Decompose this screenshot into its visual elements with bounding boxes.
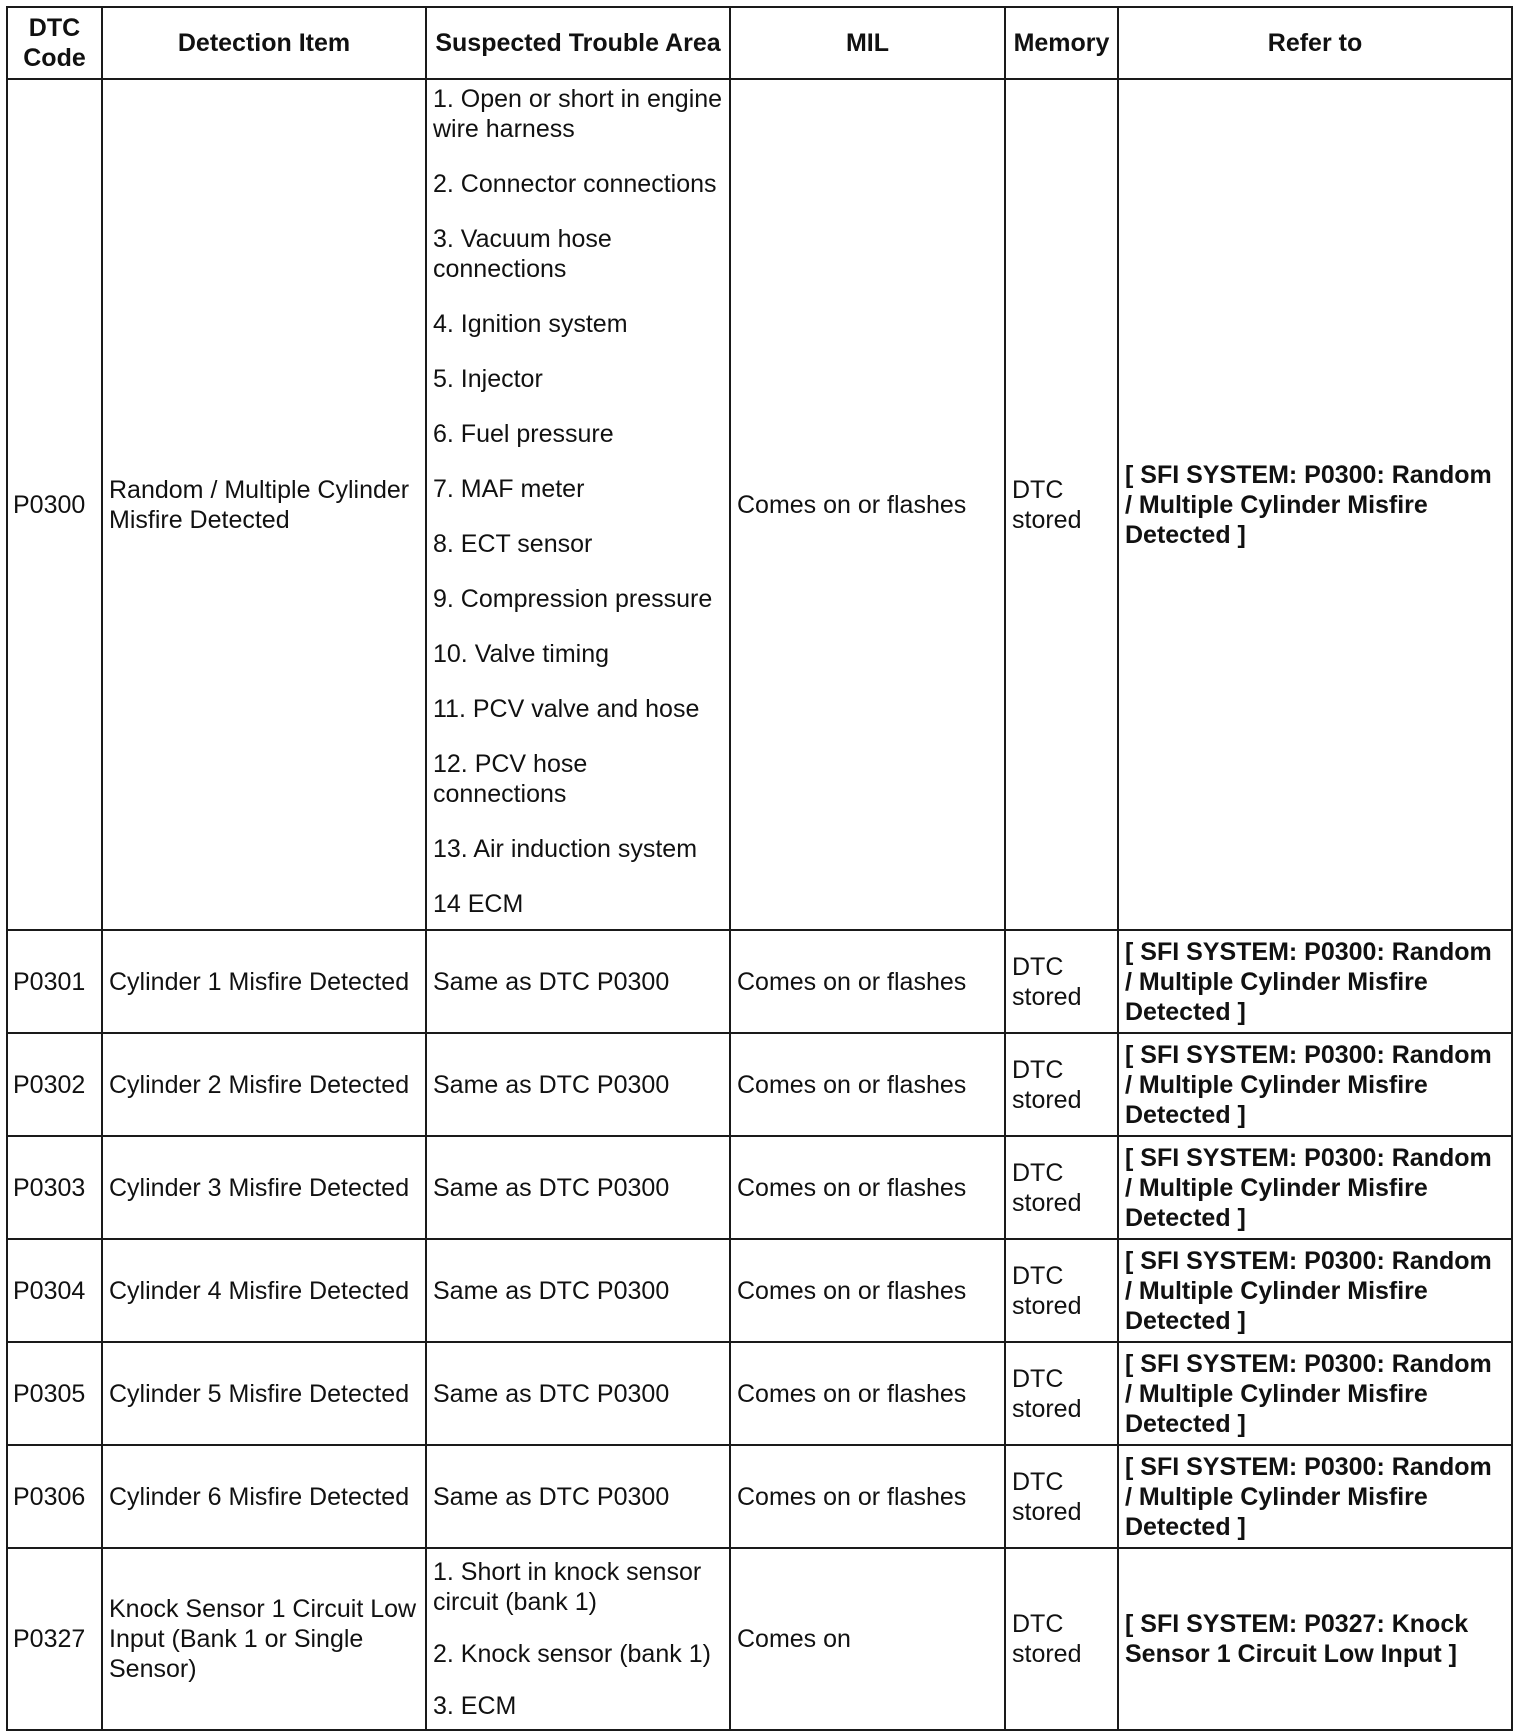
memory-cell: DTC stored xyxy=(1005,930,1118,1033)
detection-item-cell: Cylinder 4 Misfire Detected xyxy=(102,1239,426,1342)
memory-cell: DTC stored xyxy=(1005,1548,1118,1730)
dtc-code-cell: P0305 xyxy=(7,1342,102,1445)
header-mil: MIL xyxy=(730,7,1005,79)
table-row xyxy=(7,1136,1512,1239)
suspected-area-list xyxy=(433,84,723,919)
table-row xyxy=(7,1033,1512,1136)
table-row xyxy=(7,930,1512,1033)
memory-cell: DTC stored xyxy=(1005,1136,1118,1239)
table-row xyxy=(7,1239,1512,1342)
refer-to-link[interactable]: [ SFI SYSTEM: P0327: Knock Sensor 1 Circuit Low Input ] xyxy=(1118,1548,1512,1730)
mil-cell: Comes on or flashes xyxy=(730,79,1005,930)
memory-cell: DTC stored xyxy=(1005,1445,1118,1548)
suspected-area-cell: Same as DTC P0300 xyxy=(426,1136,730,1239)
area-list-item: 13. Air induction system xyxy=(433,835,698,863)
area-list-item: 6. Fuel pressure xyxy=(433,420,614,448)
dtc-code-cell: P0303 xyxy=(7,1136,102,1239)
suspected-area-cell: Same as DTC P0300 xyxy=(426,1342,730,1445)
detection-item-cell: Cylinder 1 Misfire Detected xyxy=(102,930,426,1033)
header-row xyxy=(7,7,1512,79)
header-detection-item: Detection Item xyxy=(102,7,426,79)
suspected-area-cell xyxy=(426,79,730,930)
mil-cell: Comes on or flashes xyxy=(730,1239,1005,1342)
suspected-area-cell: Same as DTC P0300 xyxy=(426,1239,730,1342)
mil-cell: Comes on or flashes xyxy=(730,1342,1005,1445)
dtc-code-cell: P0302 xyxy=(7,1033,102,1136)
dtc-code-cell: P0304 xyxy=(7,1239,102,1342)
area-list-item: 11. PCV valve and hose xyxy=(433,695,700,723)
refer-to-link[interactable]: [ SFI SYSTEM: P0300: Random / Multiple Cylinder Misfire Detected ] xyxy=(1118,930,1512,1033)
suspected-area-cell: Same as DTC P0300 xyxy=(426,1033,730,1136)
area-list-item: 3. ECM xyxy=(433,1692,517,1720)
detection-item-cell: Cylinder 3 Misfire Detected xyxy=(102,1136,426,1239)
mil-cell: Comes on or flashes xyxy=(730,1033,1005,1136)
refer-to-link[interactable]: [ SFI SYSTEM: P0300: Random / Multiple Cylinder Misfire Detected ] xyxy=(1118,1136,1512,1239)
dtc-code-cell: P0300 xyxy=(7,79,102,930)
table-header xyxy=(7,7,1512,79)
area-list-item: 10. Valve timing xyxy=(433,640,610,668)
suspected-area-cell: Same as DTC P0300 xyxy=(426,930,730,1033)
mil-cell: Comes on or flashes xyxy=(730,1136,1005,1239)
area-list-item: 8. ECT sensor xyxy=(433,530,593,558)
mil-cell: Comes on xyxy=(730,1548,1005,1730)
area-list-item: 1. Open or short in engine wire harness xyxy=(433,85,723,143)
table-row xyxy=(7,1445,1512,1548)
memory-cell: DTC stored xyxy=(1005,1033,1118,1136)
refer-to-link[interactable]: [ SFI SYSTEM: P0300: Random / Multiple Cylinder Misfire Detected ] xyxy=(1118,79,1512,930)
area-list-item: 2. Connector connections xyxy=(433,170,717,198)
header-refer-to: Refer to xyxy=(1118,7,1512,79)
memory-cell: DTC stored xyxy=(1005,1342,1118,1445)
area-list-item: 14 ECM xyxy=(433,890,524,918)
suspected-area-list xyxy=(433,1557,723,1721)
area-list-item: 7. MAF meter xyxy=(433,475,585,503)
detection-item-cell: Cylinder 6 Misfire Detected xyxy=(102,1445,426,1548)
detection-item-cell: Random / Multiple Cylinder Misfire Detected xyxy=(102,79,426,930)
suspected-area-cell: Same as DTC P0300 xyxy=(426,1445,730,1548)
dtc-code-cell: P0327 xyxy=(7,1548,102,1730)
table-row xyxy=(7,1342,1512,1445)
dtc-code-cell: P0306 xyxy=(7,1445,102,1548)
table-row xyxy=(7,1548,1512,1730)
detection-item-cell: Cylinder 5 Misfire Detected xyxy=(102,1342,426,1445)
mil-cell: Comes on or flashes xyxy=(730,1445,1005,1548)
refer-to-link[interactable]: [ SFI SYSTEM: P0300: Random / Multiple Cylinder Misfire Detected ] xyxy=(1118,1445,1512,1548)
header-dtc-code: DTC Code xyxy=(7,7,102,79)
refer-to-link[interactable]: [ SFI SYSTEM: P0300: Random / Multiple Cylinder Misfire Detected ] xyxy=(1118,1033,1512,1136)
area-list-item: 4. Ignition system xyxy=(433,310,628,338)
dtc-table xyxy=(6,6,1513,1731)
table-body xyxy=(7,79,1512,1730)
table-row xyxy=(7,79,1512,930)
area-list-item: 1. Short in knock sensor circuit (bank 1) xyxy=(433,1558,702,1616)
mil-cell: Comes on or flashes xyxy=(730,930,1005,1033)
area-list-item: 2. Knock sensor (bank 1) xyxy=(433,1640,711,1668)
area-list-item: 3. Vacuum hose connections xyxy=(433,225,612,283)
area-list-item: 9. Compression pressure xyxy=(433,585,713,613)
area-list-item: 12. PCV hose connections xyxy=(433,750,588,808)
dtc-code-cell: P0301 xyxy=(7,930,102,1033)
area-list-item: 5. Injector xyxy=(433,365,543,393)
header-memory: Memory xyxy=(1005,7,1118,79)
header-suspected-trouble-area: Suspected Trouble Area xyxy=(426,7,730,79)
refer-to-link[interactable]: [ SFI SYSTEM: P0300: Random / Multiple Cylinder Misfire Detected ] xyxy=(1118,1342,1512,1445)
detection-item-cell: Cylinder 2 Misfire Detected xyxy=(102,1033,426,1136)
suspected-area-cell xyxy=(426,1548,730,1730)
refer-to-link[interactable]: [ SFI SYSTEM: P0300: Random / Multiple Cylinder Misfire Detected ] xyxy=(1118,1239,1512,1342)
memory-cell: DTC stored xyxy=(1005,1239,1118,1342)
detection-item-cell: Knock Sensor 1 Circuit Low Input (Bank 1 or Single Sensor) xyxy=(102,1548,426,1730)
memory-cell: DTC stored xyxy=(1005,79,1118,930)
